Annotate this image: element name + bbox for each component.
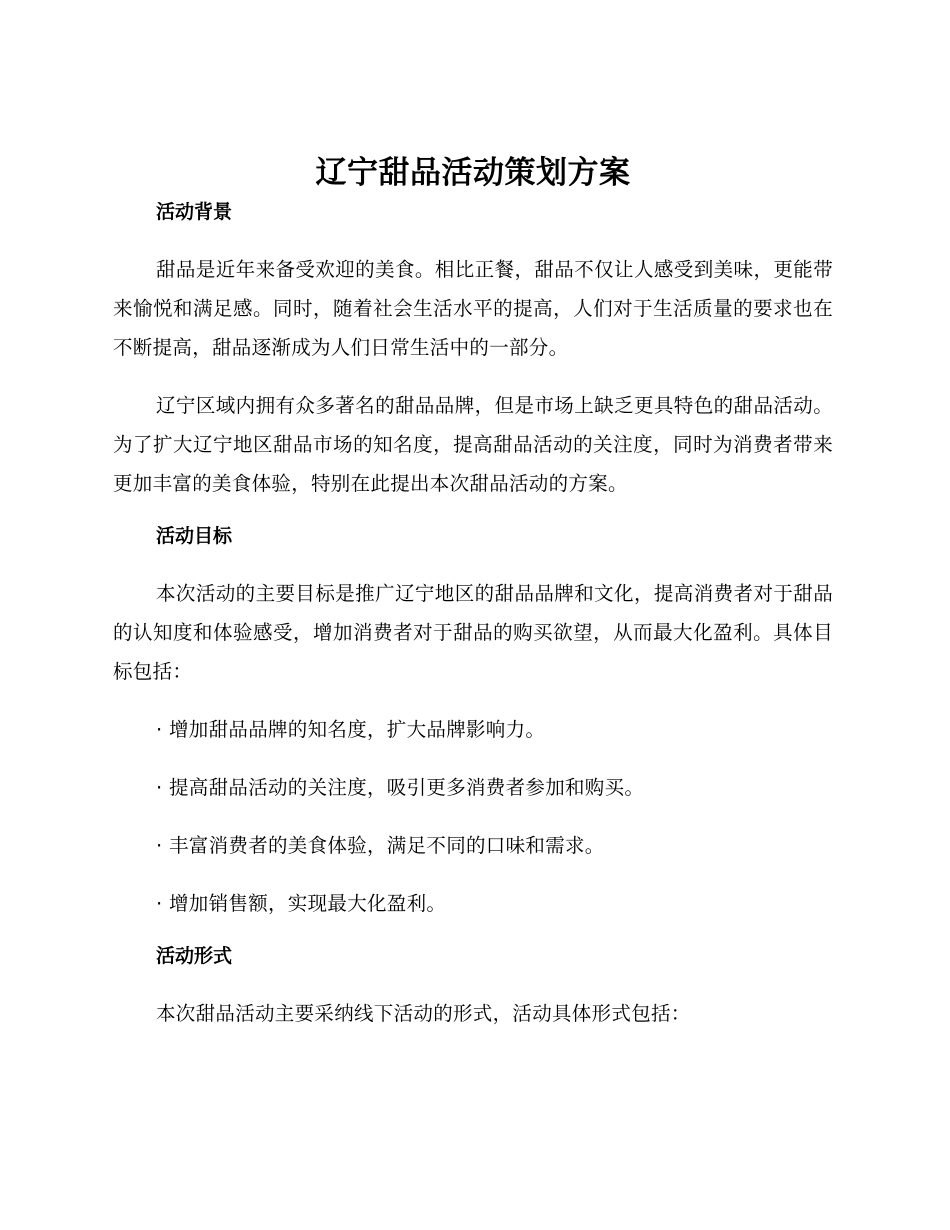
list-item: · 增加甜品品牌的知名度，扩大品牌影响力。: [156, 718, 546, 741]
section-heading: 活动形式: [156, 945, 233, 967]
section-format: [113, 942, 833, 1033]
list-item: · 提高甜品活动的关注度，吸引更多消费者参加和购买。: [156, 776, 645, 799]
document-page: [113, 150, 833, 1052]
list-item: · 丰富消费者的美食体验，满足不同的口味和需求。: [156, 834, 605, 857]
document-title: 辽宁甜品活动策划方案: [315, 155, 631, 191]
paragraph: 本次活动的主要目标是推广辽宁地区的甜品品牌和文化，提高消费者对于甜品的认知度和体验感受，增加消费者对于甜品的购买欲望，从而最大化盈利。具体目标包括：: [113, 582, 833, 683]
section-goals: [113, 522, 833, 923]
paragraph: 辽宁区域内拥有众多著名的甜品品牌，但是市场上缺乏更具特色的甜品活动。为了扩大辽宁地区甜品市场的知名度，提高甜品活动的关注度，同时为消费者带来更加丰富的美食体验，特别在此提出本次甜品活动的方案。: [113, 394, 833, 495]
section-heading: 活动目标: [156, 525, 233, 547]
section-background: [113, 198, 833, 503]
paragraph: 本次甜品活动主要采纳线下活动的形式，活动具体形式包括：: [156, 1002, 691, 1025]
paragraph: 甜品是近年来备受欢迎的美食。相比正餐，甜品不仅让人感受到美味，更能带来愉悦和满足感。同时，随着社会生活水平的提高，人们对于生活质量的要求也在不断提高，甜品逐渐成为人们日常生活中的一部分。: [113, 258, 833, 359]
section-heading: 活动背景: [156, 201, 233, 223]
list-item: · 增加销售额，实现最大化盈利。: [156, 892, 447, 915]
